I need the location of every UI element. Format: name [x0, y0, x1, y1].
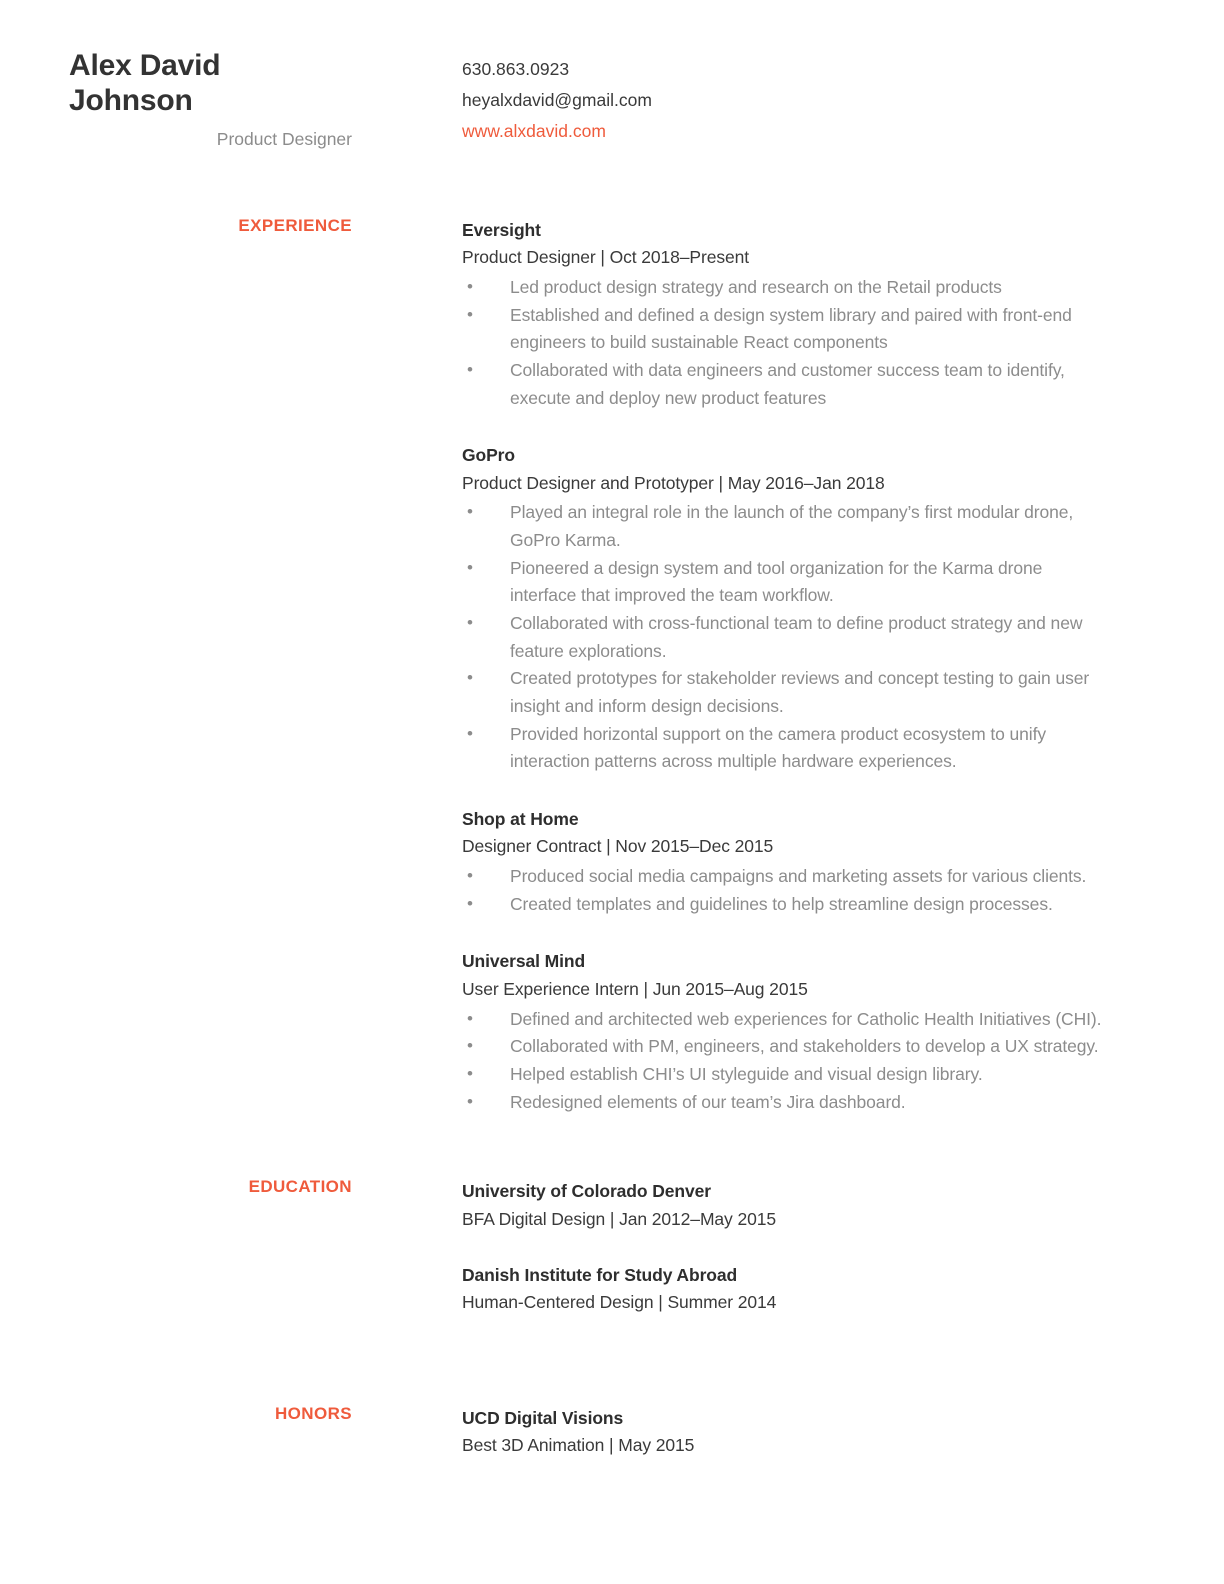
- bullet-dot-icon: •: [467, 668, 473, 688]
- bullet-dot-icon: •: [467, 866, 473, 886]
- entry-bullet: [462, 357, 1102, 412]
- section-label-col-honors: [0, 1405, 352, 1424]
- entry-bullet: [462, 1033, 1102, 1061]
- section-label-education: EDUCATION: [248, 1177, 352, 1197]
- entry-subtitle: Human-Centered Design | Summer 2014: [462, 1292, 777, 1313]
- entry-bullet-text: Led product design strategy and research on the Retail products: [510, 276, 1002, 297]
- entry-title: Shop at Home: [462, 808, 579, 829]
- resume-entry: [462, 1405, 1224, 1460]
- bullet-dot-icon: •: [467, 304, 473, 324]
- section-body-experience: [352, 217, 1224, 1117]
- entry-title: GoPro: [462, 445, 515, 466]
- entry-bullet-text: Helped establish CHI’s UI styleguide and visual design library.: [510, 1063, 983, 1084]
- entry-subtitle: Designer Contract | Nov 2015–Dec 2015: [462, 836, 774, 857]
- entry-subtitle: BFA Digital Design | Jan 2012–May 2015: [462, 1208, 776, 1229]
- entry-bullet: [462, 610, 1102, 665]
- entry-bullet: [462, 891, 1102, 919]
- entry-bullet-text: Produced social media campaigns and marketing assets for various clients.: [510, 866, 1087, 887]
- candidate-role: Product Designer: [216, 128, 352, 149]
- resume-entry: [462, 1178, 1224, 1233]
- entry-title: University of Colorado Denver: [462, 1181, 711, 1202]
- section-education: [0, 1178, 1224, 1345]
- contact-block: [352, 48, 652, 147]
- section-honors: [0, 1405, 1224, 1460]
- entry-bullet: [462, 863, 1102, 891]
- entry-bullet-text: Collaborated with cross-functional team to define product strategy and new feature explorations.: [510, 612, 1083, 661]
- entry-bullet-text: Created templates and guidelines to help streamline design processes.: [510, 893, 1053, 914]
- resume-entry: [462, 1262, 1224, 1317]
- bullet-dot-icon: •: [467, 557, 473, 577]
- entry-title: Danish Institute for Study Abroad: [462, 1264, 738, 1285]
- section-label-experience: EXPERIENCE: [238, 215, 352, 235]
- bullet-dot-icon: •: [467, 723, 473, 743]
- bullet-dot-icon: •: [467, 502, 473, 522]
- entry-bullet: [462, 274, 1102, 302]
- entry-bullet-list: [462, 274, 1224, 412]
- section-body-education: [352, 1178, 1224, 1345]
- entry-title: UCD Digital Visions: [462, 1407, 624, 1428]
- bullet-dot-icon: •: [467, 1008, 473, 1028]
- entry-bullet-text: Collaborated with PM, engineers, and stakeholders to develop a UX strategy.: [510, 1036, 1099, 1057]
- entry-subtitle: Product Designer | Oct 2018–Present: [462, 247, 750, 268]
- resume-entry: [462, 948, 1224, 1116]
- section-label-col-education: [0, 1178, 352, 1197]
- entry-bullet-text: Created prototypes for stakeholder reviews and concept testing to gain user insight and inform design decisions.: [510, 668, 1090, 716]
- entry-bullet-text: Provided horizontal support on the camera product ecosystem to unify interaction patterns across multiple hardware experiences.: [510, 723, 1046, 772]
- entry-bullet: [462, 1061, 1102, 1089]
- entry-subtitle: Best 3D Animation | May 2015: [462, 1435, 695, 1456]
- section-label-honors: HONORS: [274, 1403, 352, 1423]
- entry-bullet-list: [462, 499, 1224, 775]
- resume-entry: [462, 217, 1224, 412]
- section-experience: [0, 217, 1224, 1117]
- contact-phone: 630.863.0923: [462, 59, 570, 79]
- entry-bullet-text: Pioneered a design system and tool organization for the Karma drone interface that improved the team workflow.: [510, 557, 1043, 606]
- entry-title: Eversight: [462, 219, 541, 240]
- entry-bullet: [462, 302, 1102, 357]
- bullet-dot-icon: •: [467, 276, 473, 296]
- section-label-col-experience: [0, 217, 352, 236]
- entry-title: Universal Mind: [462, 951, 586, 972]
- header-identity: [0, 48, 352, 151]
- candidate-name: Alex David Johnson: [69, 49, 221, 118]
- contact-email[interactable]: heyalxdavid@gmail.com: [462, 90, 652, 111]
- entry-bullet: [462, 1006, 1102, 1034]
- entry-bullet-list: [462, 1006, 1224, 1117]
- section-body-honors: [352, 1405, 1224, 1460]
- entry-bullet: [462, 1089, 1102, 1117]
- bullet-dot-icon: •: [467, 1063, 473, 1083]
- entry-bullet: [462, 499, 1102, 554]
- entry-bullet-text: Redesigned elements of our team’s Jira dashboard.: [510, 1091, 906, 1112]
- resume-entry: [462, 806, 1224, 919]
- bullet-dot-icon: •: [467, 612, 473, 632]
- entry-bullet: [462, 721, 1102, 776]
- bullet-dot-icon: •: [467, 1036, 473, 1056]
- entry-bullet-text: Defined and architected web experiences for Catholic Health Initiatives (CHI).: [510, 1008, 1102, 1029]
- bullet-dot-icon: •: [467, 1091, 473, 1111]
- resume-header: [0, 0, 1224, 151]
- entry-bullet-text: Played an integral role in the launch of the company’s first modular drone, GoPro Karma.: [510, 502, 1074, 551]
- entry-subtitle: User Experience Intern | Jun 2015–Aug 2015: [462, 979, 808, 1000]
- entry-bullet-text: Established and defined a design system library and paired with front-end engineers to build sustainable React components: [510, 304, 1072, 353]
- contact-website[interactable]: www.alxdavid.com: [462, 121, 606, 142]
- entry-bullet-text: Collaborated with data engineers and customer success team to identify, execute and deploy new product features: [510, 359, 1065, 408]
- entry-subtitle: Product Designer and Prototyper | May 2016–Jan 2018: [462, 472, 885, 493]
- entry-bullet-list: [462, 863, 1224, 918]
- bullet-dot-icon: •: [467, 359, 473, 379]
- resume-entry: [462, 442, 1224, 776]
- bullet-dot-icon: •: [467, 893, 473, 913]
- entry-bullet: [462, 665, 1102, 720]
- entry-bullet: [462, 555, 1102, 610]
